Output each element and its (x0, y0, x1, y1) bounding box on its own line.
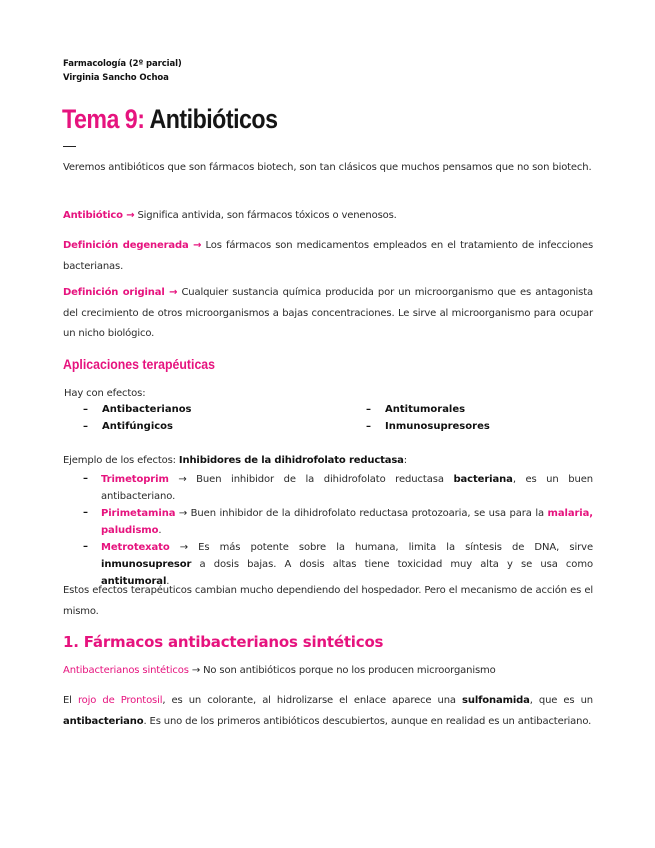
list-dash: – (366, 421, 371, 432)
drug-item-trimetoprim (101, 471, 593, 505)
def-text: Cualquier sustancia química producida por un microorganismo que es antagonista del crecimiento de otros microorganismos a bajas concentraciones. Le sirve al microorganismo para ocupar un nicho biológico. (63, 287, 593, 339)
drug-name: Trimetoprim (101, 474, 169, 485)
para-text: . Es uno de los primeros antibióticos descubiertos, aunque en realidad es un antibacteriano. (143, 715, 592, 727)
def-text: → No son antibióticos porque no los producen microorganismo (188, 665, 496, 676)
def-sinteticos (63, 661, 496, 681)
para-text: , es un colorante, al hidrolizarse el enlace aparece una (162, 695, 463, 706)
drug-text: . (166, 576, 170, 587)
def-text: Los fármacos son medicamentos empleados en el tratamiento de infecciones bacterianas. (63, 240, 594, 272)
closing-paragraph: Estos efectos terapéuticos cambian mucho dependiendo del hospedador. Pero el mecanismo de acción es el mismo. (63, 585, 593, 617)
section-heading-sinteticos: 1. Fármacos antibacterianos sintéticos (63, 633, 384, 651)
list-dash: – (83, 541, 88, 552)
def-term: Antibacterianos sintéticos (63, 665, 189, 676)
drug-bold: bacteriana (453, 474, 513, 485)
page-title (62, 104, 277, 135)
def-text: Significa antivida, son fármacos tóxicos o venenosos. (134, 210, 397, 221)
drug-text: → Buen inhibidor de la dihidrofolato reductasa (168, 474, 454, 485)
def-term: Antibiótico → (63, 210, 135, 221)
drug-highlight-sep: , (589, 508, 593, 519)
para-text: , que es un (529, 695, 593, 706)
def-degenerada (63, 236, 593, 277)
list-dash: – (366, 404, 371, 415)
aplicaciones-lead: Hay con efectos: (64, 388, 146, 399)
ejemplo-lead-text: Ejemplo de los efectos: (63, 455, 179, 466)
drug-highlight: malaria (547, 508, 590, 519)
list-dash: – (83, 507, 88, 518)
drug-bold: antitumoral (101, 576, 167, 587)
def-term: Definición original → (63, 287, 178, 298)
section-heading-aplicaciones: Aplicaciones terapéuticas (63, 356, 216, 372)
effect-item: Antitumorales (385, 404, 466, 415)
para-bold: antibacteriano (63, 715, 144, 727)
effect-item: Antifúngicos (102, 421, 173, 432)
course-header: Farmacología (2º parcial) (63, 59, 182, 69)
def-antibiotico (63, 206, 397, 226)
drug-item-pirimetamina (101, 505, 593, 539)
drug-bold: inmunosupresor (101, 559, 192, 570)
effect-item: Antibacterianos (102, 404, 192, 415)
para-text: El (63, 695, 78, 706)
drug-text: . (158, 525, 162, 536)
drug-text: → Es más potente sobre la humana, limita la síntesis de DNA, sirve (169, 542, 593, 553)
drug-highlight: paludismo (101, 525, 159, 536)
list-dash: – (83, 421, 88, 432)
para-bold: sulfonamida (462, 695, 530, 706)
ejemplo-lead (63, 451, 407, 471)
drug-text: a dosis bajas. A dosis altas tiene toxicidad muy alta y se usa como (191, 559, 593, 570)
title-main: Antibióticos (149, 104, 278, 134)
drug-name: Pirimetamina (101, 508, 176, 519)
def-term: Definición degenerada → (63, 240, 202, 251)
drug-text: , es un buen antibacteriano. (101, 474, 593, 502)
list-dash: – (83, 404, 88, 415)
intro-paragraph: Veremos antibióticos que son fármacos biotech, son tan clásicos que muchos pensamos que no son biotech. (63, 162, 592, 173)
def-original (63, 283, 593, 345)
ejemplo-bold: Inhibidores de la dihidrofolato reductasa (178, 455, 404, 466)
drug-name: Metrotexato (101, 542, 170, 553)
title-divider (63, 146, 76, 147)
author-header: Virginia Sancho Ochoa (63, 73, 169, 83)
drug-text: → Buen inhibidor de la dihidrofolato reductasa protozoaria, se usa para la (175, 508, 548, 519)
title-prefix: Tema 9: (62, 104, 145, 134)
para-highlight: rojo de Prontosil (77, 695, 163, 706)
ejemplo-colon: : (403, 455, 407, 466)
effect-item: Inmunosupresores (385, 421, 490, 432)
list-dash: – (83, 473, 88, 484)
prontosil-paragraph (63, 691, 593, 732)
